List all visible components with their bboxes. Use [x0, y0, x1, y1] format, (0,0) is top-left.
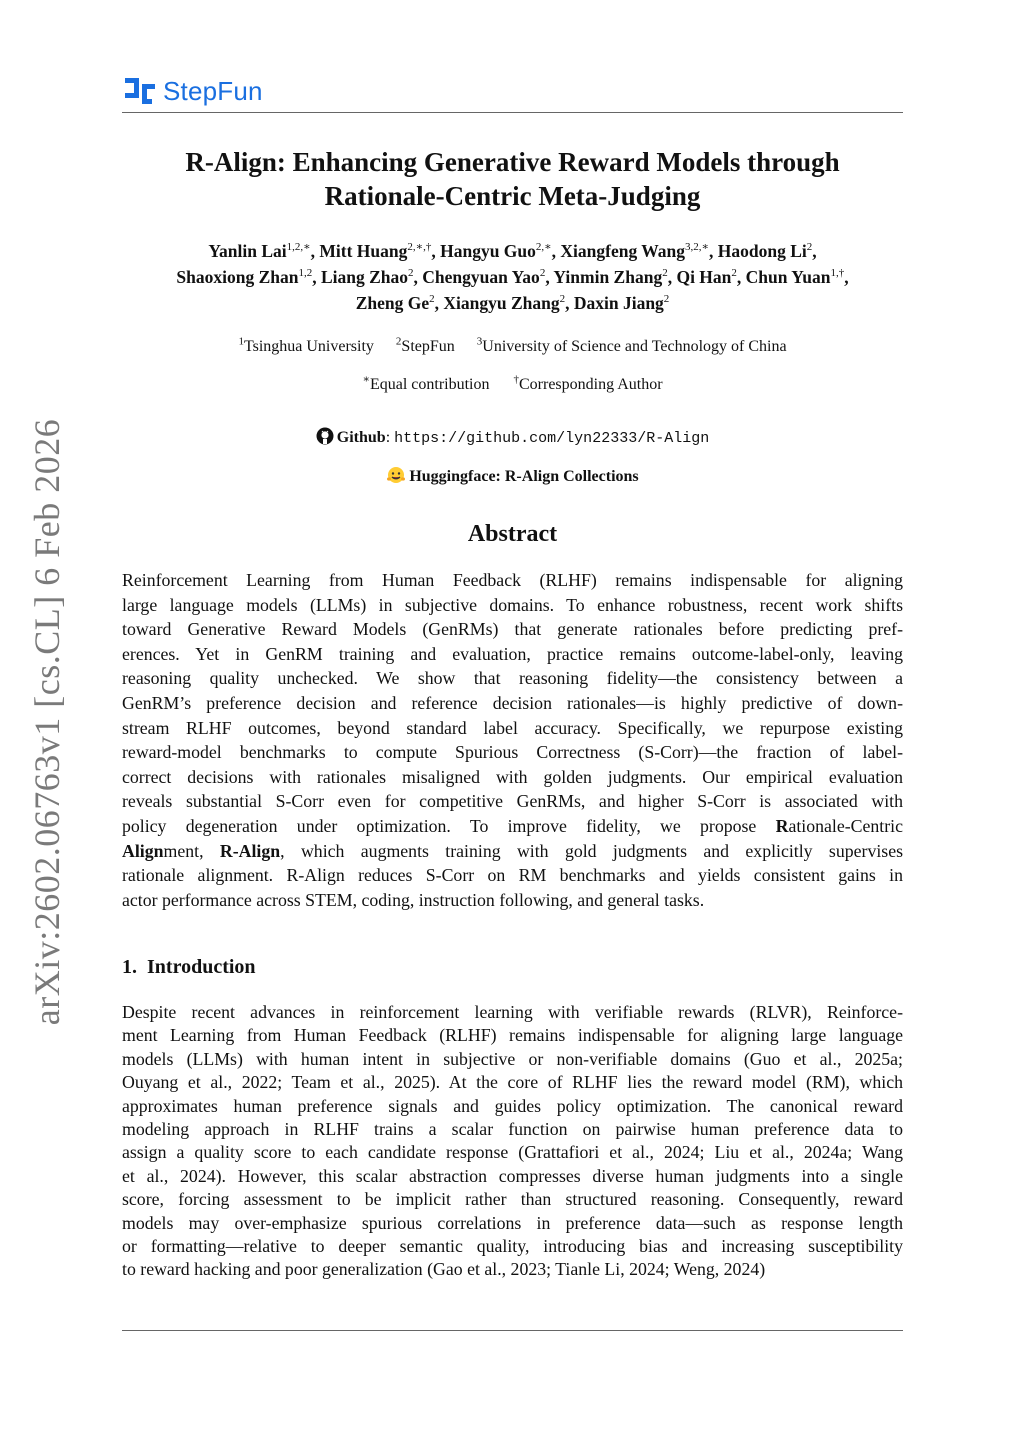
intro-line: ment Learning from Human Feedback (RLHF) remains indispensable for aligning large language: [122, 1025, 903, 1046]
author: Chengyuan Yao$^2$,: [422, 267, 554, 287]
intro-line: Despite recent advances in reinforcement learning with verifiable rewards (RLVR), Reinforce-: [122, 1002, 903, 1022]
abstract-line: policy degeneration under optimization. To improve fidelity, we propose Rationale-Centric: [122, 815, 903, 836]
affiliation: $^3$University of Science and Technology of China: [476, 335, 787, 355]
abstract-line: reward-model benchmarks to compute Spurious Correctness (S-Corr)—the fraction of label-: [122, 742, 903, 763]
intro-line: Ouyang et al., 2022; Team et al., 2025). At the core of RLHF lies the reward model (RM), which: [122, 1072, 903, 1093]
huggingface-collections-link[interactable]: R-Align Collections: [504, 468, 639, 485]
abstract-line: actor performance across STEM, coding, instruction following, and general tasks.: [122, 889, 705, 910]
github-label: Github: [336, 429, 386, 446]
author: Shaoxiong Zhan$^{1,2}$,: [176, 267, 321, 287]
header-rule: [122, 112, 903, 113]
author-line: [112, 238, 913, 264]
affiliations: [122, 335, 903, 356]
intro-line: or formatting—relative to deeper semantic quality, introducing bias and increasing susceptibility: [122, 1236, 903, 1257]
intro-line: models (LLMs) with human intent in subjective or non-verifiable domains (Guo et al., 2025a;: [122, 1048, 903, 1069]
author-line: [112, 290, 913, 316]
intro-line: approximates human preference signals and guides policy optimization. The canonical reward: [122, 1095, 903, 1116]
title-line: Rationale-Centric Meta-Judging: [324, 181, 701, 211]
abstract-line: large language models (LLMs) in subjective domains. To enhance robustness, recent work shifts: [122, 594, 903, 615]
abstract-line: correct decisions with rationales misaligned with golden judgments. Our empirical evaluation: [122, 766, 903, 787]
abstract-line: Alignment, R-Align, which augments training with gold judgments and explicitly supervises: [122, 840, 904, 861]
github-link-row: Github: https://github.com/lyn22333/R-Align: [122, 427, 903, 447]
abstract-line: rationale alignment. R-Align reduces S-Corr on RM benchmarks and yields consistent gains in: [122, 865, 903, 886]
huggingface-label: Huggingface:: [409, 468, 501, 485]
author: Haodong Li$^2$,: [717, 241, 817, 261]
github-url-link[interactable]: https://github.com/lyn22333/R-Align: [394, 430, 710, 447]
author-line: [112, 264, 913, 290]
intro-line: to reward hacking and poor generalization (Gao et al., 2023; Tianle Li, 2024; Weng, 2024): [122, 1259, 766, 1280]
author: Qi Han$^2$,: [676, 267, 746, 287]
stepfun-logo: [123, 74, 263, 108]
abstract-line: reasoning quality unchecked. We show that reasoning fidelity—the consistency between a: [122, 668, 903, 689]
abstract-heading: Abstract: [467, 521, 558, 547]
paper-title: [122, 145, 903, 213]
intro-line: score, forcing assessment to be implicit rather than structured reasoning. Consequently, reward: [122, 1189, 903, 1210]
introduction-body: [122, 1001, 903, 1282]
github-icon: [316, 427, 334, 445]
abstract-body: [122, 568, 903, 912]
intro-line: et al., 2024). However, this scalar abstraction compresses diverse human judgments into a single: [122, 1165, 903, 1186]
author: Hangyu Guo$^{2,∗}$,: [440, 241, 561, 261]
arxiv-stamp: arXiv:2602.06763v1 [cs.CL] 6 Feb 2026: [27, 418, 67, 1026]
author: Liang Zhao$^2$,: [320, 267, 423, 287]
corresponding-author-note: †Corresponding Author: [513, 373, 663, 393]
abstract-line: Reinforcement Learning from Human Feedback (RLHF) remains indispensable for aligning: [122, 570, 903, 590]
author: Yanlin Lai$^{1,2,∗}$,: [208, 241, 320, 261]
author-list: [112, 238, 913, 316]
equal-contribution-note: ∗Equal contribution: [362, 373, 490, 393]
author: Chun Yuan$^{1,\dagger}$,: [745, 267, 849, 287]
intro-line: models may over-emphasize spurious correlations in preference data—such as response length: [122, 1212, 903, 1233]
intro-line: modeling approach in RLHF trains a scalar function on pairwise human preference data to: [122, 1119, 903, 1140]
affiliation: $^1$Tsinghua University: [238, 335, 374, 355]
logo-text: StepFun: [163, 75, 263, 106]
abstract-line: reveals substantial S-Corr even for competitive GenRMs, and higher S-Corr is associated with: [122, 791, 903, 812]
stepfun-logo-icon: [123, 74, 157, 108]
section-heading-introduction: 1. Introduction: [122, 956, 256, 978]
author: Zheng Ge$^2$,: [355, 293, 444, 313]
title-line: R-Align: Enhancing Generative Reward Models through: [185, 147, 840, 177]
author: Xiangyu Zhang$^2$,: [443, 293, 574, 313]
author: Daxin Jiang$^2$: [573, 293, 670, 313]
author: Mitt Huang$^{2,∗,\dagger}$,: [319, 241, 441, 261]
affiliation: $^2$StepFun: [395, 335, 455, 355]
author: Xiangfeng Wang$^{3,2,∗}$,: [560, 241, 718, 261]
abstract-line: toward Generative Reward Models (GenRMs) that generate rationales before predicting pref-: [122, 619, 903, 640]
abstract-line: stream RLHF outcomes, beyond standard label accuracy. Specifically, we repurpose existing: [122, 717, 903, 738]
author: Yinmin Zhang$^2$,: [553, 267, 677, 287]
footer-rule: [122, 1330, 903, 1331]
abstract-line: erences. Yet in GenRM training and evaluation, practice remains outcome-label-only, leaving: [122, 643, 903, 664]
huggingface-icon: [386, 466, 406, 484]
intro-line: assign a quality score to each candidate response (Grattafiori et al., 2024; Liu et al., 2024a; Wang: [122, 1142, 903, 1163]
author-notes: [122, 373, 903, 394]
abstract-line: GenRM’s preference decision and reference decision rationales—is highly predictive of down-: [122, 692, 903, 713]
huggingface-link-row: [122, 466, 903, 486]
